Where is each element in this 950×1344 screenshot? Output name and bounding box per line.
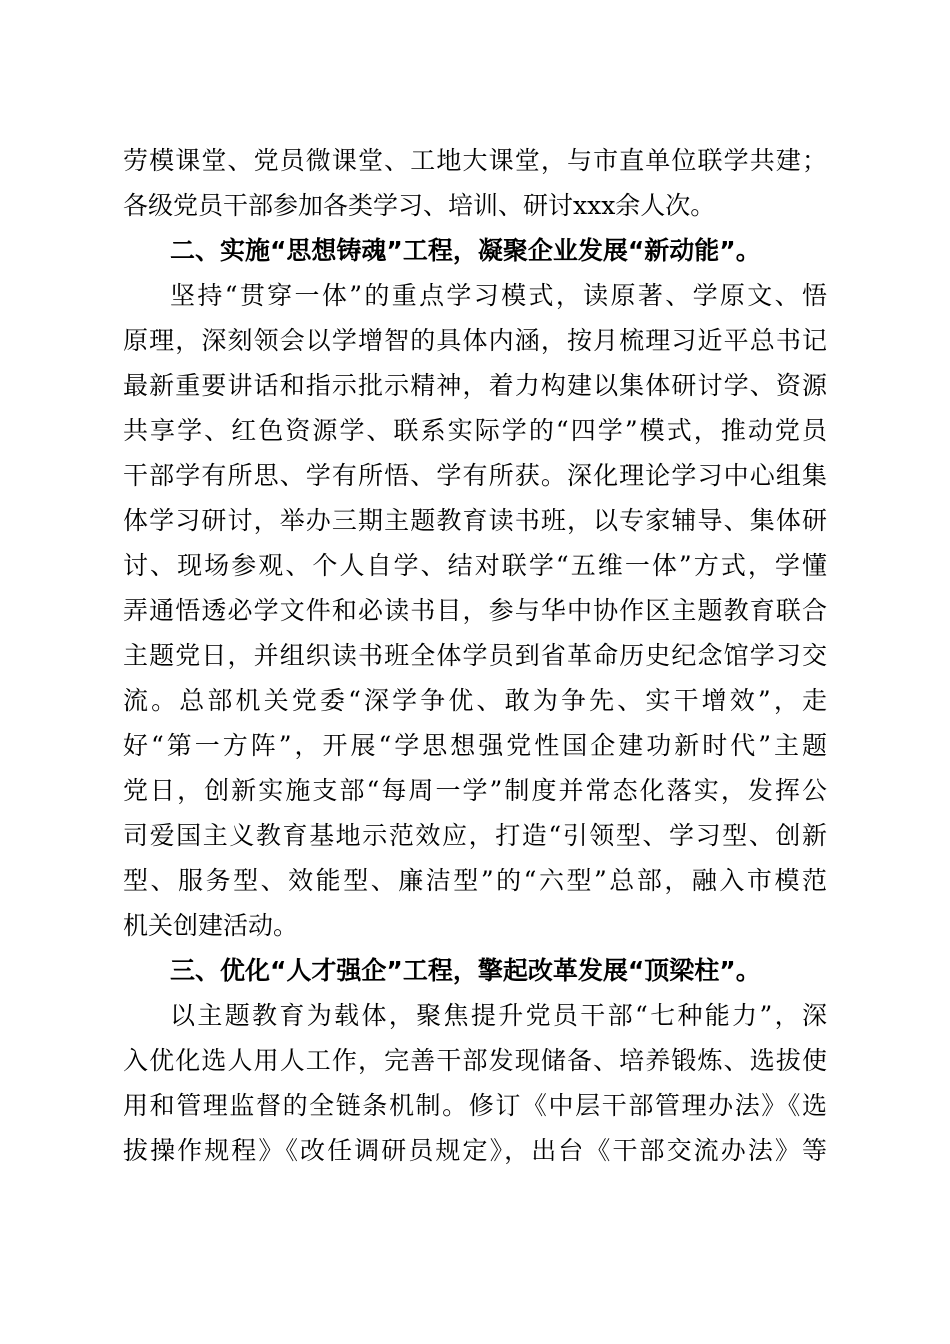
text-line: 各级党员干部参加各类学习、培训、研讨xxx余人次。 [123,191,716,220]
text-line: 共享学、红色资源学、联系实际学的“四学”模式，推动党员 [123,416,827,445]
text-line: 弄通悟透必学文件和必读书目，参与华中协作区主题教育联合 [123,596,827,625]
text-line: 司爱国主义教育基地示范效应，打造“引领型、学习型、创新 [123,821,827,850]
text-line: 机关创建活动。 [123,911,299,940]
text-line: 拔操作规程》《改任调研员规定》，出台《干部交流办法》等 [123,1136,827,1165]
text-line: 主题党日，并组织读书班全体学员到省革命历史纪念馆学习交 [123,641,827,670]
text-line: 体学习研讨，举办三期主题教育读书班，以专家辅导、集体研 [123,506,827,535]
text-line: 入优化选人用人工作，完善干部发现储备、培养锻炼、选拔使 [123,1046,827,1075]
paragraph-first-line: 以主题教育为载体，聚焦提升党员干部“七种能力”，深 [170,1001,827,1030]
section-heading-2: 二、实施“思想铸魂”工程，凝聚企业发展“新动能”。 [170,236,761,265]
text-line: 用和管理监督的全链条机制。修订《中层干部管理办法》《选 [123,1091,827,1120]
text-line: 原理，深刻领会以学增智的具体内涵，按月梳理习近平总书记 [123,326,827,355]
text-line: 最新重要讲话和指示批示精神，着力构建以集体研讨学、资源 [123,371,827,400]
text-line: 讨、现场参观、个人自学、结对联学“五维一体”方式，学懂 [123,551,827,580]
paragraph-first-line: 坚持“贯穿一体”的重点学习模式，读原著、学原文、悟 [170,281,827,310]
text-line: 劳模课堂、党员微课堂、工地大课堂，与市直单位联学共建； [123,146,827,175]
section-heading-3: 三、优化“人才强企”工程，擎起改革发展“顶梁柱”。 [170,956,761,985]
text-line: 干部学有所思、学有所悟、学有所获。深化理论学习中心组集 [123,461,827,490]
text-line: 好“第一方阵”，开展“学思想强党性国企建功新时代”主题 [123,731,827,760]
text-line: 党日，创新实施支部“每周一学”制度并常态化落实，发挥公 [123,776,827,805]
text-line: 型、服务型、效能型、廉洁型”的“六型”总部，融入市模范 [123,866,827,895]
text-line: 流。总部机关党委“深学争优、敢为争先、实干增效”，走 [123,686,827,715]
